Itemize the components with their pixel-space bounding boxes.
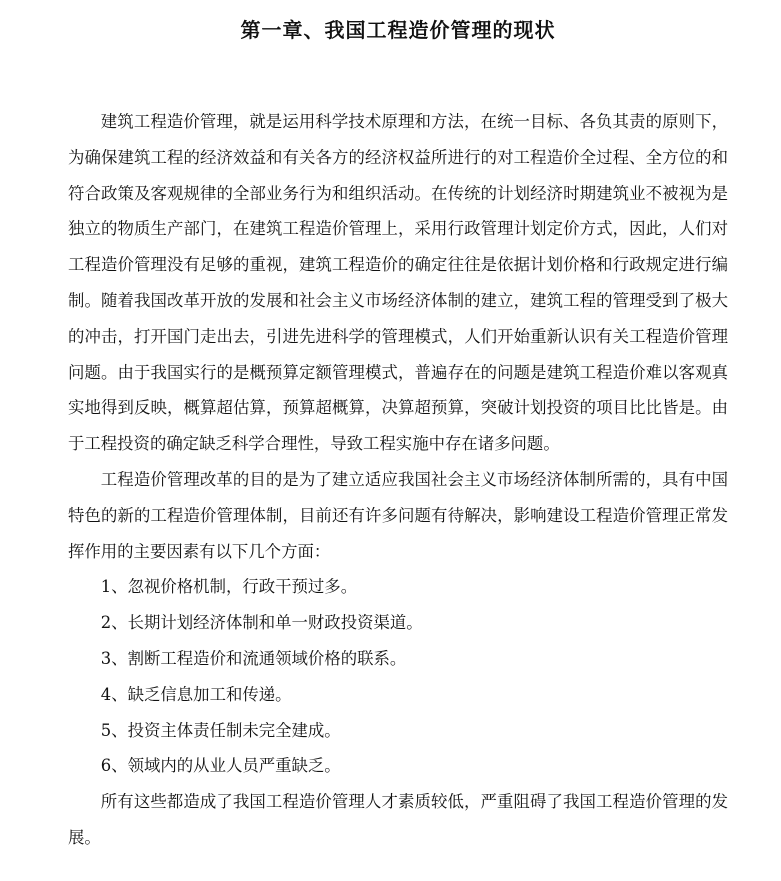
- paragraph-intro: 建筑工程造价管理，就是运用科学技术原理和方法，在统一目标、各负其责的原则下，为确保建筑工程的经济效益和有关各方的经济权益所进行的对工程造价全过程、全方位的和符合政策及客观规律的全部业务行为和组织活动。在传统的计划经济时期建筑业不被视为是独立的物质生产部门，在建筑工程造价管理上，采用行政管理计划定价方式，因此，人们对工程造价管理没有足够的重视，建筑工程造价的确定往往是依据计划价格和行政规定进行编制。随着我国改革开放的发展和社会主义市场经济体制的建立，建筑工程的管理受到了极大的冲击，打开国门走出去，引进先进科学的管理模式，人们开始重新认识有关工程造价管理问题。由于我国实行的是概预算定额管理模式，普遍存在的问题是建筑工程造价难以客观真实地得到反映，概算超估算，预算超概算，决算超预算，突破计划投资的项目比比皆是。由于工程投资的确定缺乏科学合理性，导致工程实施中存在诸多问题。: [68, 112, 728, 454]
- list-item: 3、割断工程造价和流通领域价格的联系。: [100, 648, 407, 668]
- document-body: [68, 104, 728, 856]
- list-item: 4、缺乏信息加工和传递。: [100, 684, 292, 704]
- paragraph-reform: 工程造价管理改革的目的是为了建立适应我国社会主义市场经济体制所需的，具有中国特色的新的工程造价管理体制，目前还有许多问题有待解决，影响建设工程造价管理正常发挥作用的主要因素有以下几个方面：: [68, 469, 728, 561]
- list-item: 5、投资主体责任制未完全建成。: [100, 720, 341, 740]
- list-item: 1、忽视价格机制，行政干预过多。: [100, 577, 358, 597]
- chapter-title: 第一章、我国工程造价管理的现状: [240, 18, 556, 42]
- document-page: [68, 0, 728, 856]
- list-item: 2、长期计划经济体制和单一财政投资渠道。: [100, 613, 423, 633]
- list-item: 6、领域内的从业人员严重缺乏。: [100, 756, 341, 776]
- paragraph-closing: 所有这些都造成了我国工程造价管理人才素质较低，严重阻碍了我国工程造价管理的发展。: [68, 792, 728, 847]
- factor-list: [68, 569, 728, 784]
